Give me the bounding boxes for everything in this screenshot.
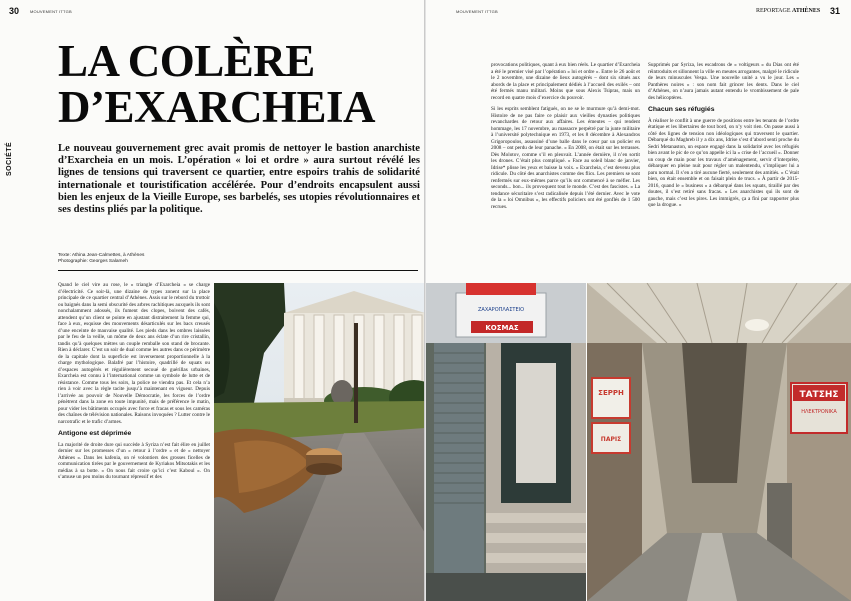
subhead-refugies: Chacun ses réfugiés (648, 106, 715, 113)
section-label: SOCIÉTÉ (6, 141, 13, 176)
body-paragraph: Si les esprits semblent fatigués, on ne se le murmure qu’à demi-mot. Histoire de ne pas faire ce plaisir aux vieilles dynasties politiques revanchardes de retour aux affaires. Les émeutes – qui rendent hommage, les 17 novembre, au massacre perpétré par la junte militaire à l’université polytechnique en 1973, et les 8 décembre à Alexandros Grigoropoulos, assassiné d’une balle dans le cœur par un policier en 2008 – ont perdu de leur panache. « En 2008, on était sur les terrasses. Dès Molotov, comme s’il en pleuvait. L’année dernière, il n’en sortit les drones. C’était plus compliqué. » Face au soleil blanc de janvier, Idrise* plisse les yeux et baisse la voix. « Exarcheia, c’est devenu plus ridicule. Du côté des anarchistes comme des flics. Les premiers se sont renfermés sur eux-mêmes parce qu’ils ont commencé à se méfier. Les seconds... bon... ils provoquent tout le monde. C’est des fascistes. » La tendance sécuritaire s’est radicalisée depuis l’été dernier. Avec le vote de la « loi Omnibus », les effectifs policiers ont été gonflés de 1 500 recrues. (491, 106, 640, 210)
lead-paragraph: Le nouveau gouvernement grec avait promis de nettoyer le bastion anarchiste d’Exarcheia en un mois. L’opération « loi et ordre » aura surtout révélé les lignes de tensions qui traversent ce quartier, entre espoirs trahis de solidarité internationale et touristification accélérée. Pour d’endroits encapsulent aussi bien les enjeux de la Vieille Europe, ses barbelés, ses utopies révolutionnaires et ses destins pliés par la politique. (58, 143, 420, 216)
title-line-2: D’EXARCHEIA (58, 82, 376, 132)
magazine-tag-left: MOUVEMENT ITTGB (30, 9, 72, 14)
sign-kosmas: ΚΟΣΜΑΣ (485, 324, 519, 332)
shopfront-illustration (426, 283, 586, 601)
body-paragraph: provocations politiques, quant à eux bien réels. Le quartier d’Exarcheia a été le premier visé par l’opération « loi et ordre ». Entre le 26 août et le 2 novembre, une dizaine de lieux autogérés – dont six situés aux abords de la place et principalement dédiés à l’accueil des exilés – ont été fermés manu militari. Moins que sous Alexis Tsipras, mais un record en quatre mois d’exercice du pouvoir. (491, 62, 640, 101)
title-line-1: LA COLÈRE (58, 36, 315, 86)
sign-serri: ΣΕΡΡΗ (598, 389, 624, 397)
left-page (0, 0, 425, 601)
subhead-antigone: Antigone est déprimée (58, 430, 132, 437)
right-body-column-2 (648, 62, 799, 209)
divider-rule (58, 270, 418, 271)
rubric-city: ATHÈNES (792, 8, 821, 14)
right-page (426, 0, 851, 601)
sign-ilektronika: ΗΛΕΚΤΡΟΝΙΚΑ (801, 409, 837, 415)
credits (58, 253, 144, 265)
credit-photo: Photographie: Georges Salameh (58, 259, 128, 265)
body-paragraph: Quand le ciel vire au rose, le « triangle d’Exarcheia » se charge d’électricité. Ce soir-là, une dizaine de types zonent sur la place principale de ce quartier central d’Athènes. Assis sur le rebord du trottoir ou baignés dans la semi obscurité des arbres rachitiques auxquels ils sont nonchalamment adossés, ils fument des clopes, boivent des cafés, attendent qu’un client se pointe en ajustant distraitement la femme qui, face à eux, esquisse des mouvements désarticulés sur les bacs creusés d’une enceinte de mauvaise qualité. Les pieds dans les ombres laissées par le feu de la veille, un môme de deux ans éclate d’un rire cristallin, tandis qu’à quelques mètres un couple remballe son stand de brocante. Rien à déclarer. C’est un soir de dual comme les autres dans ce périmètre de la capitale dont la superficie est inversement proportionnelle à la charge mythologique. Balafré par l’histoire, quadrillé de squats ou d’espaces autogérés et régulièrement secoué de guérillas urbaines, Exarcheia est connu à l’international comme un symbole de lutte et de résistance. Comme tous les soirs, la police ne viendra pas. Et cela n’a rien à voir avec la règle tacite jusqu’à maintenant en vigueur. Depuis l’arrivée au pouvoir de Nouvelle Démocratie, les forces de l’ordre pénètrent dans la zone en toute impunité, mais de préférence le matin, pour vider les bâtiments occupés avec force et fracas et sous les caméras des chaînes de télévision nationales. Raisons invoquées ? Lutter contre le narcotrafic et le trafic d’armes. (58, 282, 210, 425)
body-paragraph: Supprimés par Syriza, les escadrons de « voltigeurs » du Dias ont été réintroduits et sillonnent la ville en meutes arrogantes, malgré le ridicule de leurs minuscules Vespa. Une nouvelle unité a vu le jour. Les « Panthères noires » : son nom fait grincer les dents. Dans le ciel d’Athènes, on n’aura jamais autant entendu le vrombissement de pale des hélicoptères. (648, 62, 799, 101)
page-number-left: 30 (9, 6, 20, 16)
photo-arcade (587, 283, 851, 601)
magazine-tag-right: MOUVEMENT ITTGB (456, 9, 498, 14)
arcade-illustration (587, 283, 851, 601)
sign-zacharoplasteio: ΖΑΧΑΡΟΠΛΑΣΤΕΙΟ (477, 307, 525, 313)
rubric (756, 8, 820, 14)
credit-text: Texte: Athina Jean-Calmettes, à Athènes (58, 253, 145, 258)
sign-paris: ΠΑΡΙΣ (600, 436, 622, 443)
article-title (58, 38, 418, 130)
rubric-prefix: REPORTAGE (756, 8, 791, 14)
body-paragraph: À réaliser le conflit à une guerre de positions entre les tenants de l’ordre étatique et les libertaires de tout bord, on n’y voit rien. On passe aussi à côté des lignes de tension non idéologiques qui traversent le quartier. Débarqué du Maghreb il y a dix ans, Idrise s’est d’abord senti proche du Sedri Metanaston, un espace engagé dans la solidarité avec les réfugiés bien avant le pic de ce qu’on appelle ici la « crise de l’accueil ». Donner un coup de main pour les travaux d’aménagement, servir d’interprète, débarquer en pleine nuit pour régler un malentendu, s’impliquer lui a paru normal. Il s’en a tiré aucune fierté, seulement des amitiés. « C’était bien, on était ensemble et on faisait plein de trucs. » À partir de 2015-2016, quand le « business » a débarqué dans les squats, tiraillé par des doutes, il s’est retiré sans fracas. « Les anarchistes qui ils sont de gauche, mais c’est les pires. Les immigrés, ça a fini par rapporter plus que la drogue. » (648, 117, 799, 208)
sign-tatsis: ΤΑΤΣΗΣ (799, 390, 839, 400)
photo-shopfront (426, 283, 586, 601)
page-number-right: 31 (830, 6, 841, 16)
body-paragraph: La majorité de droite dure qui succède à Syriza n’est fait élire en juillet dernier sur les promesses d’un « retour à l’ordre » et de « nettoyer Athènes ». Dans les kafenia, on ré volontiers des grosses ficelles de communication tirées par le gouvernement de Kyriakos Mitsotakis et les médias à sa botte. « On nous fait croire qu’ici c’est Kaboul ». On s’amuse un peu moins du tournant répressif et des (58, 441, 210, 480)
left-body-column (58, 282, 210, 481)
right-body-column-1 (491, 62, 640, 210)
photo-courtyard (214, 283, 425, 601)
courtyard-illustration (214, 283, 425, 601)
